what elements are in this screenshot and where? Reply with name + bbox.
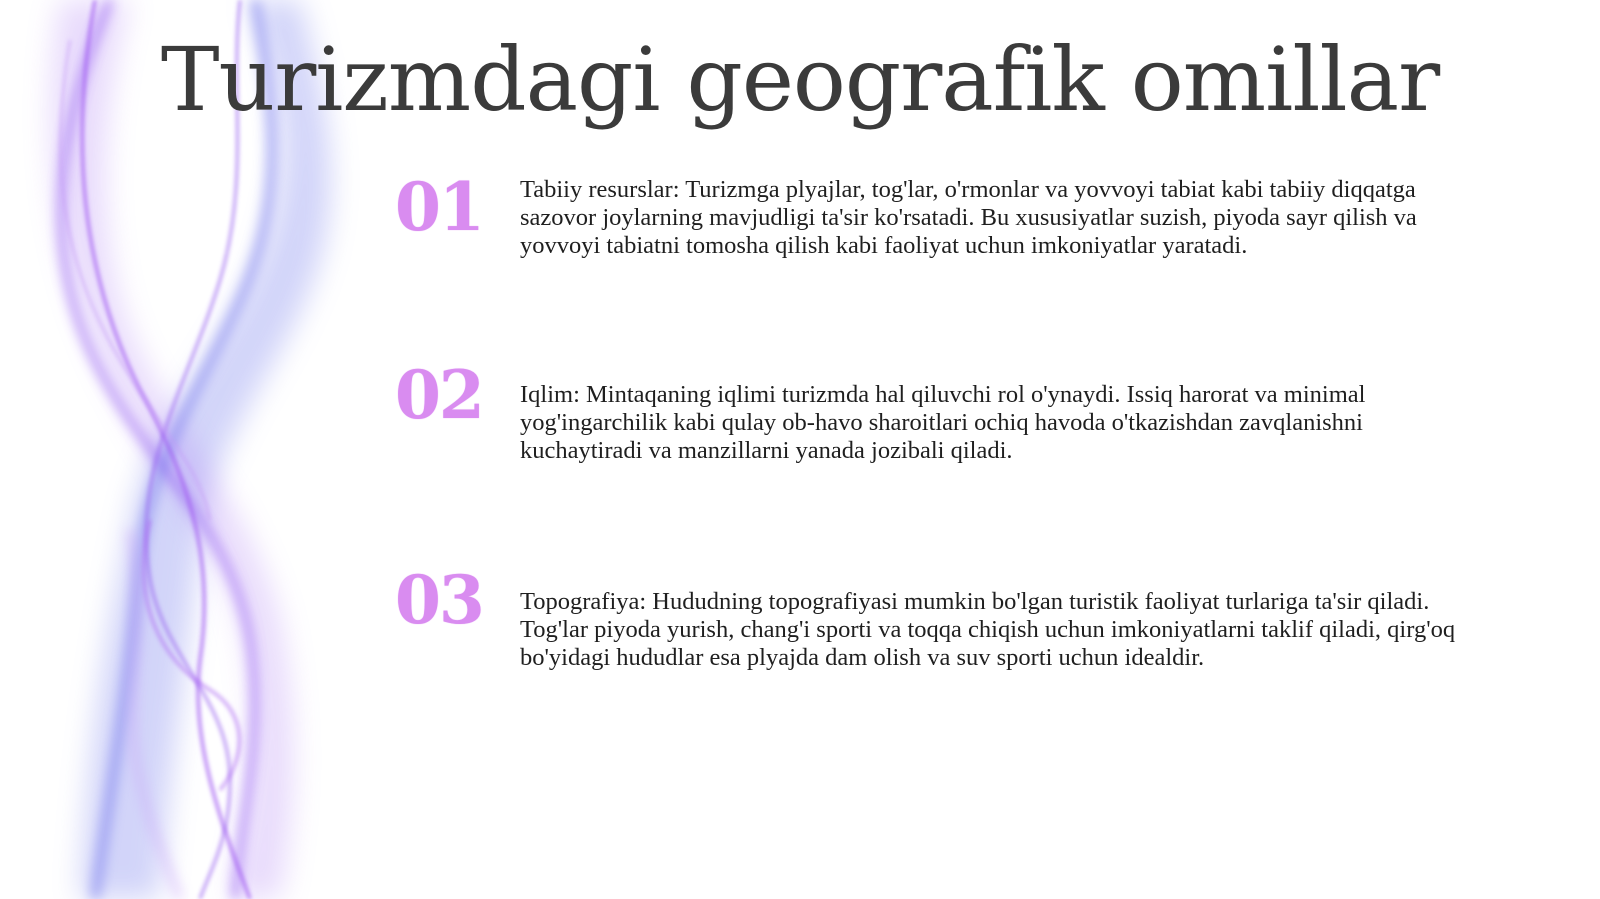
item-number-3: 03 <box>395 561 483 639</box>
item-text-3: Topografiya: Hududning topografiyasi mumkin bo'lgan turistik faoliyat turlariga ta'sir qiladi. Tog'lar piyoda yurish, chang'i sporti va toqqa chiqish uchun imkoniyatlarni taklif qiladi, qirg'oq bo'yidagi hududlar esa plyajda dam olish va suv sporti uchun idealdir. <box>520 588 1456 671</box>
item-number-1: 01 <box>395 168 483 246</box>
slide-title: Turizmdagi geografik omillar <box>160 28 1440 131</box>
purple-smoke-ribbon-icon <box>0 0 400 899</box>
item-text-2: Iqlim: Mintaqaning iqlimi turizmda hal qiluvchi rol o'ynaydi. Issiq harorat va minimal yog'ingarchilik kabi qulay ob-havo sharoitlari ochiq havoda o'tkazishdan zavqlanishni kuchaytiradi va manzillarni yanada jozibali qiladi. <box>520 381 1366 464</box>
item-text-1: Tabiiy resurslar: Turizmga plyajlar, tog'lar, o'rmonlar va yovvoyi tabiat kabi tabiiy diqqatga sazovor joylarning mavjudligi ta'sir ko'rsatadi. Bu xususiyatlar suzish, piyoda sayr qilish va yovvoyi tabiatni tomosha qilish kabi faoliyat uchun imkoniyatlar yaratadi. <box>520 176 1417 259</box>
item-number-2: 02 <box>395 356 483 434</box>
